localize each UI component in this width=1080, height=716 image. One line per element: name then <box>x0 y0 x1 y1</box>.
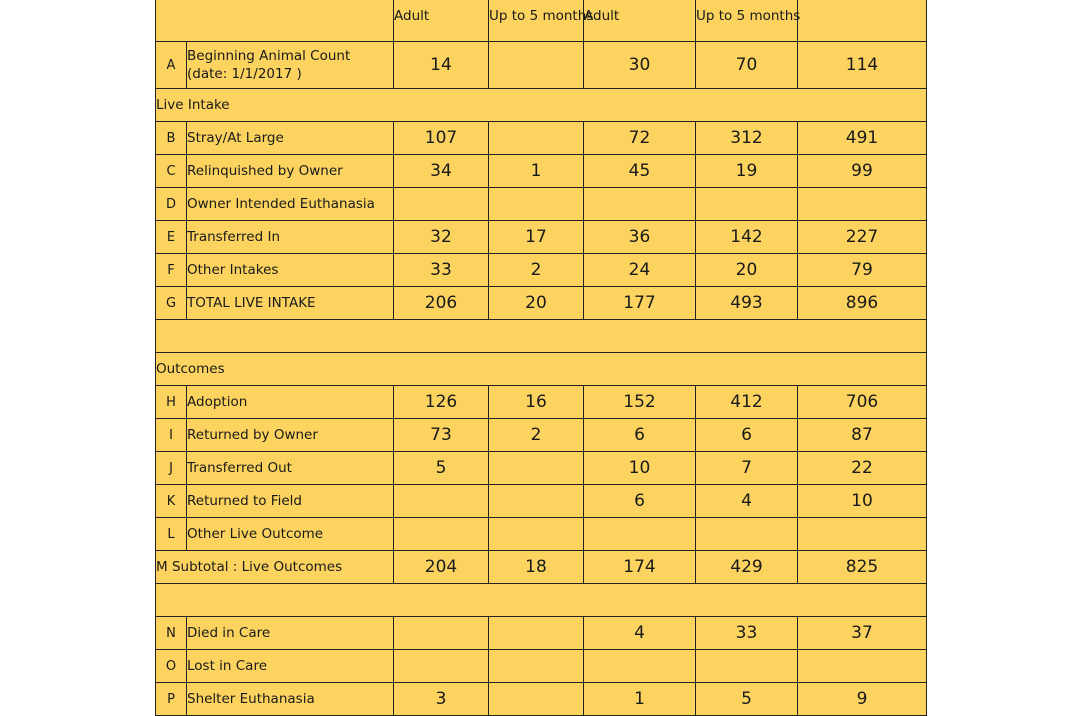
header-blank-cell <box>156 0 394 42</box>
row-value: 6 <box>584 419 696 452</box>
row-value: 206 <box>394 287 489 320</box>
row-label: Returned by Owner <box>187 419 394 452</box>
row-value <box>584 188 696 221</box>
row-label: Owner Intended Euthanasia <box>187 188 394 221</box>
row-value: 825 <box>798 551 927 584</box>
row-value: 6 <box>584 485 696 518</box>
table-row <box>156 221 927 254</box>
header-col-5 <box>798 0 927 42</box>
row-value: 22 <box>798 452 927 485</box>
row-value: 126 <box>394 386 489 419</box>
row-letter: O <box>156 650 187 683</box>
row-label: Relinquished by Owner <box>187 155 394 188</box>
table-row <box>156 254 927 287</box>
animal-statistics-sheet <box>155 0 926 709</box>
row-label: Other Live Outcome <box>187 518 394 551</box>
header-col-3: Adult <box>584 0 696 42</box>
row-value: 896 <box>798 287 927 320</box>
row-label: Shelter Euthanasia <box>187 683 394 716</box>
row-value: 32 <box>394 221 489 254</box>
spacer-cell <box>156 320 927 353</box>
row-value: 107 <box>394 122 489 155</box>
row-value: 99 <box>798 155 927 188</box>
row-value: 412 <box>696 386 798 419</box>
spacer-row <box>156 320 927 353</box>
table-row <box>156 518 927 551</box>
row-value: 227 <box>798 221 927 254</box>
row-label: Transferred In <box>187 221 394 254</box>
row-value: 174 <box>584 551 696 584</box>
row-letter: E <box>156 221 187 254</box>
table-row <box>156 42 927 89</box>
row-value <box>696 188 798 221</box>
row-value: 34 <box>394 155 489 188</box>
row-value: 491 <box>798 122 927 155</box>
row-value <box>489 650 584 683</box>
row-letter: D <box>156 188 187 221</box>
row-value <box>584 518 696 551</box>
row-letter: F <box>156 254 187 287</box>
row-value <box>584 650 696 683</box>
row-value: 19 <box>696 155 798 188</box>
row-value <box>696 518 798 551</box>
row-value <box>489 617 584 650</box>
subtotal-label: M Subtotal : Live Outcomes <box>156 551 394 584</box>
row-value <box>798 188 927 221</box>
row-value <box>798 518 927 551</box>
row-value <box>489 683 584 716</box>
table-row <box>156 485 927 518</box>
row-value: 493 <box>696 287 798 320</box>
row-label: Transferred Out <box>187 452 394 485</box>
section-row <box>156 353 927 386</box>
row-value: 20 <box>696 254 798 287</box>
table-row <box>156 419 927 452</box>
row-value <box>394 485 489 518</box>
row-value: 5 <box>696 683 798 716</box>
row-value: 4 <box>584 617 696 650</box>
row-value: 6 <box>696 419 798 452</box>
row-value <box>489 188 584 221</box>
row-value: 9 <box>798 683 927 716</box>
row-label: TOTAL LIVE INTAKE <box>187 287 394 320</box>
row-value: 70 <box>696 42 798 89</box>
row-value: 1 <box>584 683 696 716</box>
row-value: 2 <box>489 419 584 452</box>
row-value: 87 <box>798 419 927 452</box>
row-value <box>489 42 584 89</box>
table-row <box>156 650 927 683</box>
row-value <box>489 518 584 551</box>
row-value: 3 <box>394 683 489 716</box>
row-value <box>696 650 798 683</box>
row-letter: K <box>156 485 187 518</box>
row-letter: H <box>156 386 187 419</box>
row-value: 33 <box>394 254 489 287</box>
row-letter: C <box>156 155 187 188</box>
row-value: 5 <box>394 452 489 485</box>
row-value <box>394 617 489 650</box>
row-value: 706 <box>798 386 927 419</box>
spacer-cell <box>156 584 927 617</box>
header-col-1: Adult <box>394 0 489 42</box>
table-row <box>156 683 927 716</box>
row-value: 17 <box>489 221 584 254</box>
row-value: 204 <box>394 551 489 584</box>
row-value: 2 <box>489 254 584 287</box>
table-row <box>156 452 927 485</box>
row-value: 1 <box>489 155 584 188</box>
row-value: 20 <box>489 287 584 320</box>
row-value <box>489 485 584 518</box>
row-value: 37 <box>798 617 927 650</box>
table-row <box>156 155 927 188</box>
row-value <box>394 650 489 683</box>
row-value <box>489 452 584 485</box>
row-label: Lost in Care <box>187 650 394 683</box>
row-value: 24 <box>584 254 696 287</box>
subtotal-row <box>156 551 927 584</box>
row-label: Returned to Field <box>187 485 394 518</box>
row-letter: B <box>156 122 187 155</box>
row-value: 33 <box>696 617 798 650</box>
row-value <box>798 650 927 683</box>
row-label: Beginning Animal Count (date: 1/1/2017 ) <box>187 42 394 89</box>
row-value: 10 <box>584 452 696 485</box>
row-letter: P <box>156 683 187 716</box>
row-label: Other Intakes <box>187 254 394 287</box>
row-value: 14 <box>394 42 489 89</box>
table-row <box>156 617 927 650</box>
row-value: 152 <box>584 386 696 419</box>
section-live-intake: Live Intake <box>156 89 927 122</box>
row-value: 30 <box>584 42 696 89</box>
animal-statistics-table <box>155 0 927 716</box>
row-letter: J <box>156 452 187 485</box>
table-row <box>156 122 927 155</box>
row-value: 16 <box>489 386 584 419</box>
table-row <box>156 287 927 320</box>
row-value: 114 <box>798 42 927 89</box>
row-label: Stray/At Large <box>187 122 394 155</box>
row-value: 4 <box>696 485 798 518</box>
section-outcomes: Outcomes <box>156 353 927 386</box>
table-row <box>156 386 927 419</box>
row-value: 36 <box>584 221 696 254</box>
spacer-row <box>156 584 927 617</box>
row-label: Adoption <box>187 386 394 419</box>
row-value: 45 <box>584 155 696 188</box>
header-col-2: Up to 5 months <box>489 0 584 42</box>
header-col-4: Up to 5 months <box>696 0 798 42</box>
row-label: Died in Care <box>187 617 394 650</box>
row-value: 7 <box>696 452 798 485</box>
table-header-row <box>156 0 927 42</box>
row-value: 18 <box>489 551 584 584</box>
row-letter: L <box>156 518 187 551</box>
row-value: 73 <box>394 419 489 452</box>
table-row <box>156 188 927 221</box>
section-row <box>156 89 927 122</box>
row-letter: I <box>156 419 187 452</box>
row-value: 177 <box>584 287 696 320</box>
row-value <box>394 518 489 551</box>
row-value: 142 <box>696 221 798 254</box>
row-value <box>394 188 489 221</box>
row-value: 72 <box>584 122 696 155</box>
row-value: 79 <box>798 254 927 287</box>
row-value <box>489 122 584 155</box>
row-letter: N <box>156 617 187 650</box>
row-value: 10 <box>798 485 927 518</box>
row-value: 429 <box>696 551 798 584</box>
row-letter: A <box>156 42 187 89</box>
row-value: 312 <box>696 122 798 155</box>
row-letter: G <box>156 287 187 320</box>
